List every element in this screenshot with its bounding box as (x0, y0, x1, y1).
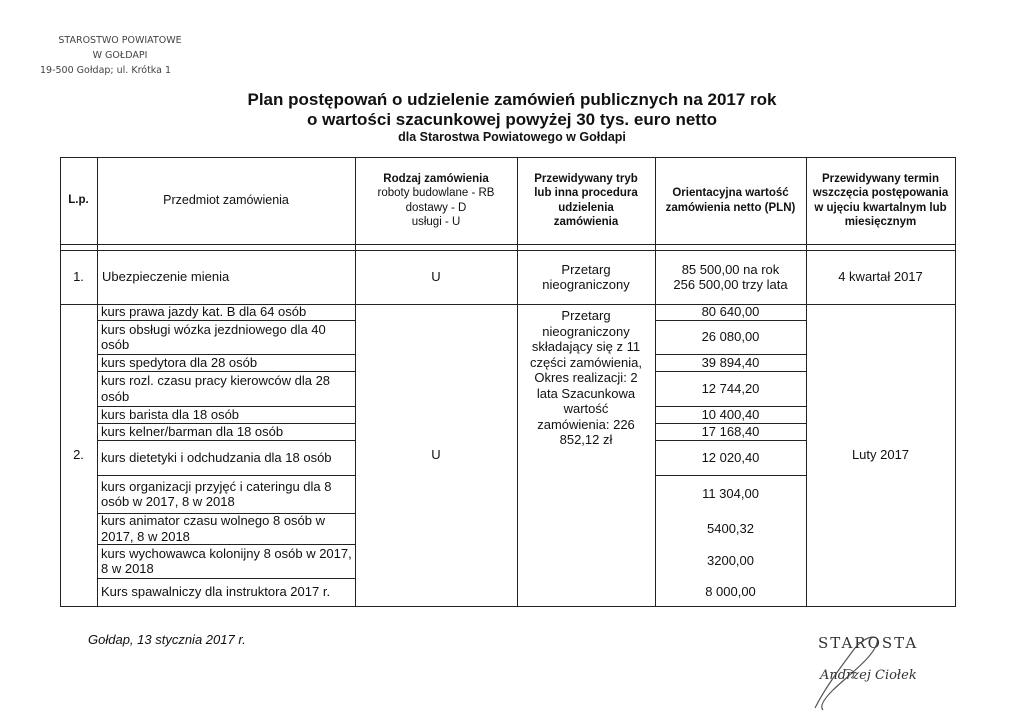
document-issuer: dla Starostwa Powiatowego w Gołdapi (398, 130, 626, 144)
stamp-line-3: 19-500 Gołdap; ul. Krótka 1 (40, 65, 172, 76)
header-subject: Przedmiot zamówienia (163, 193, 289, 208)
course-subject: kurs obsługi wózka jezdniowego dla 40 osób (101, 321, 326, 352)
course-value: 8 000,00 (705, 584, 756, 600)
course-value: 12 020,40 (701, 449, 760, 465)
row2-mode: Przetarg nieograniczony składający się z 11 części zamówienia, Okres realizacji: 2 lata Szacunkowa wartość zamówienia: 226 852,12 zł (530, 308, 642, 447)
row1-value (655, 250, 806, 304)
course-value: 26 080,00 (701, 329, 760, 345)
row1-lp: 1. (73, 269, 84, 285)
header-mode: Przewidywany tryb lub inna procedura udzielenia zamówienia (534, 172, 638, 228)
row1-term: 4 kwartał 2017 (838, 269, 923, 285)
row1-value-three-years: 256 500,00 trzy lata (673, 277, 788, 292)
course-subject: kurs prawa jazdy kat. B dla 64 osób (101, 304, 307, 320)
course-subject: kurs animator czasu wolnego 8 osób w 2017, 8 w 2018 (101, 513, 326, 544)
row2-type: U (431, 447, 441, 463)
course-value: 5400,32 (707, 520, 754, 536)
course-value: 80 640,00 (701, 304, 760, 320)
row1-mode: Przetarg nieograniczony (542, 261, 630, 292)
row2-term: Luty 2017 (851, 447, 910, 463)
course-value: 12 744,20 (701, 380, 760, 396)
document-subtitle: o wartości szacunkowej powyżej 30 tys. euro netto (306, 110, 717, 129)
stamp-line-1: STAROSTWO POWIATOWE (58, 35, 182, 46)
procurement-table (60, 157, 956, 607)
course-subject: kurs spedytora dla 28 osób (101, 354, 258, 370)
document-date: Gołdap, 13 stycznia 2017 r. (88, 632, 246, 647)
course-subject: kurs kelner/barman dla 18 osób (101, 423, 284, 439)
course-subject: kurs wychowawca kolonijny 8 osób w 2017, 8 w 2018 (101, 545, 352, 576)
course-subject: kurs organizacji przyjęć i cateringu dla 8 osób w 2017, 8 w 2018 (101, 478, 332, 509)
header-lp: L.p. (68, 194, 89, 207)
header-value: Orientacyjna wartość zamówienia netto (PLN) (665, 187, 796, 214)
row1-type: U (431, 269, 441, 285)
stamp-line-2: W GOŁDAPI (92, 50, 148, 61)
document-title: Plan postępowań o udzielenie zamówień publicznych na 2017 rok (247, 90, 777, 109)
course-value: 11 304,00 (702, 486, 759, 502)
row1-value-per-year: 85 500,00 na rok (681, 261, 780, 277)
course-value: 39 894,40 (701, 354, 760, 370)
course-subject: kurs rozl. czasu pracy kierowców dla 28 osób (101, 373, 331, 404)
course-value: 10 400,40 (701, 406, 760, 422)
course-value: 3200,00 (707, 553, 754, 569)
signatory-name: Andrzej Ciołek (820, 668, 917, 683)
header-type-title: Rodzaj zamówienia (383, 172, 489, 185)
header-type (355, 157, 517, 244)
signatory-title: STAROSTA (818, 634, 919, 652)
row2-lp: 2. (73, 447, 84, 463)
course-subject: kurs dietetyki i odchudzania dla 18 osób (101, 449, 332, 465)
row1-subject: Ubezpieczenie mienia (102, 269, 230, 285)
header-type-rb: roboty budowlane - RB (377, 187, 495, 199)
header-term: Przewidywany termin wszczęcia postępowania w ujęciu kwartalnym lub miesięcznym (812, 172, 949, 228)
office-stamp (40, 33, 200, 78)
header-type-d: dostawy - D (405, 201, 467, 214)
course-value: 17 168,40 (701, 423, 760, 439)
course-subject: Kurs spawalniczy dla instruktora 2017 r. (101, 584, 331, 600)
header-type-u: usługi - U (411, 216, 461, 228)
course-subject: kurs barista dla 18 osób (101, 406, 240, 422)
